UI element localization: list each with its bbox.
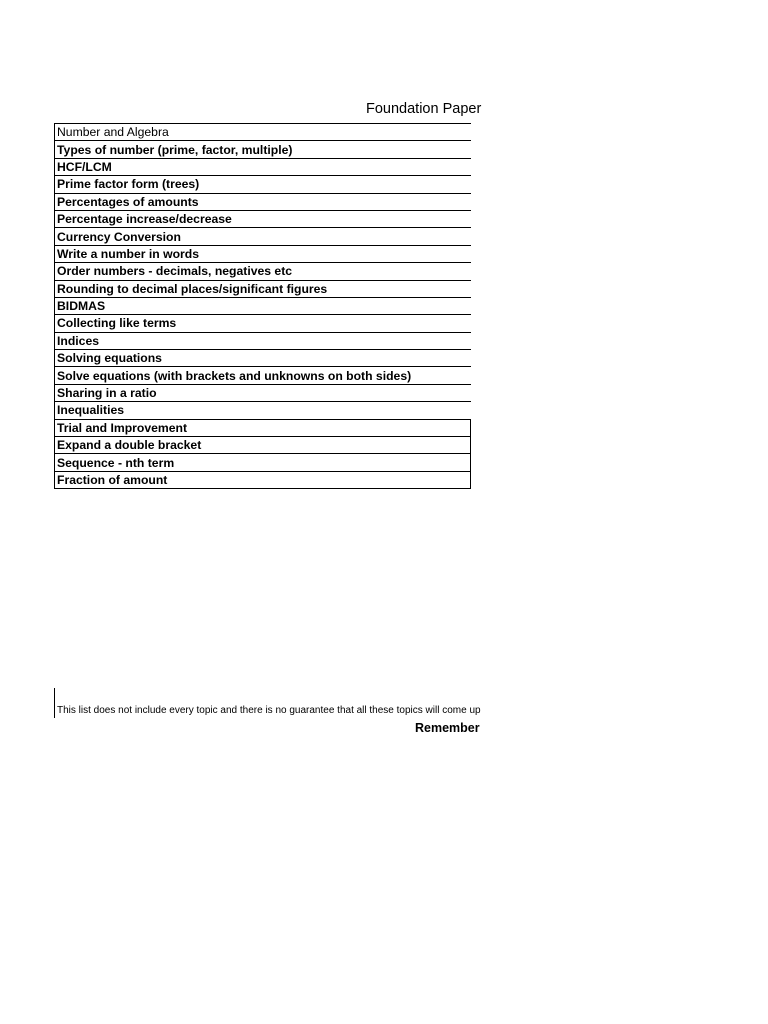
table-row (55, 141, 471, 158)
table-row (55, 332, 471, 349)
table-row (55, 158, 471, 175)
table-row (55, 263, 471, 280)
table-row (55, 419, 471, 436)
table-row (55, 245, 471, 262)
topic-cell: Expand a double bracket (55, 437, 471, 454)
topic-cell: Types of number (prime, factor, multiple) (55, 141, 471, 158)
topic-cell: HCF/LCM (55, 158, 471, 175)
margin-rule (54, 688, 55, 718)
remember-note (0, 719, 480, 737)
table-row (55, 210, 471, 227)
table-row (55, 384, 471, 401)
topic-cell: Solving equations (55, 350, 471, 367)
topic-cell: Currency Conversion (55, 228, 471, 245)
topic-cell: Sequence - nth term (55, 454, 471, 471)
topic-cell: Collecting like terms (55, 315, 471, 332)
table-row (55, 280, 471, 297)
topic-cell: Inequalities (55, 402, 471, 419)
disclaimer-text: This list does not include every topic and there is no guarantee that all these topics will come up (57, 705, 481, 716)
table-row (55, 228, 471, 245)
table-row (55, 402, 471, 419)
topic-cell: Indices (55, 332, 471, 349)
topic-cell: Solve equations (with brackets and unknowns on both sides) (55, 367, 471, 384)
topic-cell: Trial and Improvement (55, 419, 471, 436)
table-row (55, 454, 471, 471)
topic-cell: Percentages of amounts (55, 193, 471, 210)
topic-cell: Rounding to decimal places/significant figures (55, 280, 471, 297)
table-row (55, 350, 471, 367)
table-row (55, 437, 471, 454)
topic-cell: Sharing in a ratio (55, 384, 471, 401)
table-row (55, 176, 471, 193)
topic-cell: Order numbers - decimals, negatives etc (55, 263, 471, 280)
table-header-row (55, 124, 471, 141)
section-header: Number and Algebra (55, 124, 471, 141)
topic-cell: Percentage increase/decrease (55, 210, 471, 227)
page-title-text: Foundation Paper (366, 101, 482, 117)
table-row (55, 193, 471, 210)
topic-table (54, 123, 471, 489)
remember-text: Remember (415, 721, 480, 735)
topic-cell: Prime factor form (trees) (55, 176, 471, 193)
topic-cell: Fraction of amount (55, 471, 471, 488)
table-row (55, 367, 471, 384)
table-row (55, 297, 471, 314)
topic-cell: Write a number in words (55, 245, 471, 262)
topic-cell: BIDMAS (55, 297, 471, 314)
table-row (55, 471, 471, 488)
page-title (0, 99, 482, 119)
table-row (55, 315, 471, 332)
